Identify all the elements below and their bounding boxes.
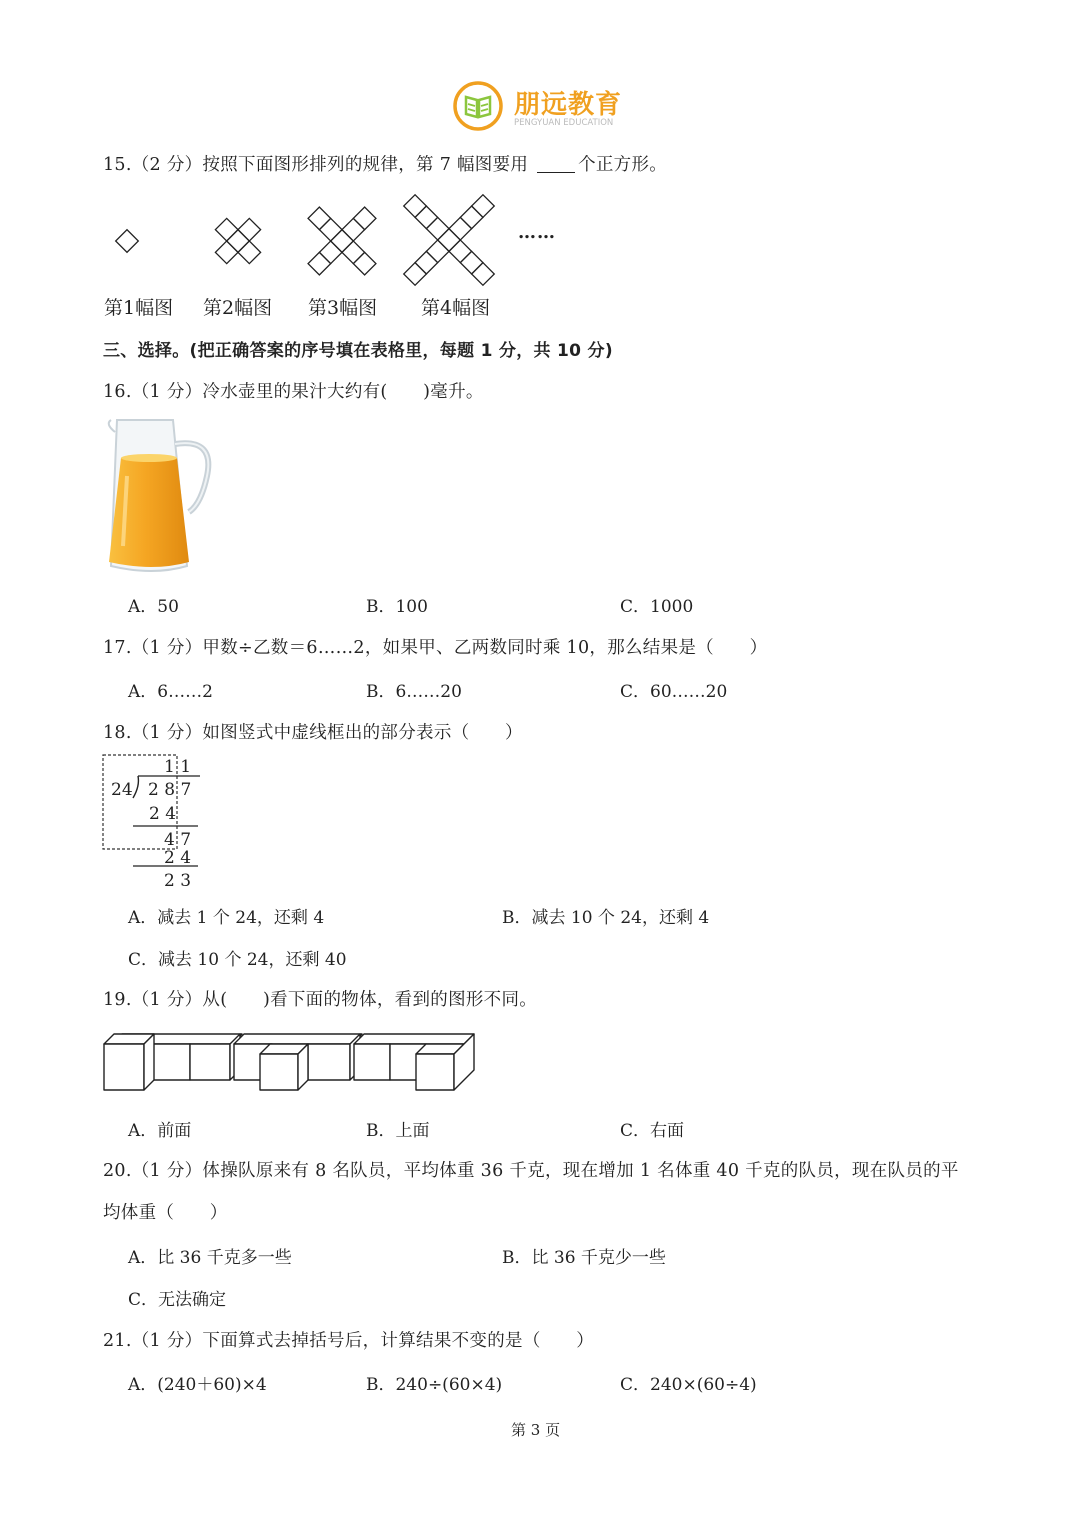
- book-icon: [452, 80, 504, 132]
- answer-blank: [537, 171, 575, 173]
- division-remainder: 2 3: [164, 871, 192, 891]
- cube-object-2: [234, 1034, 362, 1090]
- q19-option-a: A．前面: [128, 1121, 192, 1141]
- question-20-line-2: 均体重（ ）: [103, 1203, 228, 1223]
- cube-objects-figure: [102, 1030, 482, 1094]
- division-divisor: 24: [111, 780, 133, 800]
- square-pattern-figure: [105, 192, 575, 292]
- question-15-suffix: 个正方形。: [578, 155, 668, 175]
- cube-object-3: [354, 1034, 474, 1090]
- division-row-1: 2 4: [149, 804, 177, 824]
- q18-option-c: C．减去 10 个 24，还剩 40: [128, 950, 347, 970]
- q21-option-a: A．(240＋60)×4: [128, 1375, 267, 1395]
- q18-option-a: A．减去 1 个 24，还剩 4: [128, 908, 325, 928]
- q16-option-a: A．50: [128, 597, 179, 617]
- pattern-ellipsis: ……: [518, 222, 556, 243]
- question-16: 16.（1 分）冷水壶里的果汁大约有( )毫升。: [103, 382, 484, 402]
- pattern-caption-4: 第4幅图: [421, 297, 491, 319]
- q19-option-b: B．上面: [366, 1121, 430, 1141]
- question-17: 17.（1 分）甲数÷乙数＝6……2，如果甲、乙两数同时乘 10，那么结果是（ ）: [103, 638, 768, 658]
- q21-option-b: B．240÷(60×4): [366, 1375, 503, 1395]
- pattern-figure-3: [285, 184, 398, 297]
- q17-option-c: C．60……20: [620, 682, 728, 702]
- q16-option-c: C．1000: [620, 597, 694, 617]
- question-15-prefix: 15.（2 分）按照下面图形排列的规律，第 7 幅图要用: [103, 155, 529, 175]
- division-dividend: 2 8 7: [148, 780, 192, 800]
- page-number: 第 3 页: [511, 1421, 561, 1439]
- division-row-3: 2 4: [164, 848, 192, 868]
- q20-option-c: C．无法确定: [128, 1290, 227, 1310]
- pattern-figure-1: [116, 230, 139, 253]
- q21-option-c: C．240×(60÷4): [620, 1375, 757, 1395]
- juice-pitcher-image: [103, 416, 223, 576]
- q20-option-b: B．比 36 千克少一些: [502, 1248, 666, 1268]
- pattern-caption-2: 第2幅图: [203, 297, 273, 319]
- q16-option-b: B．100: [366, 597, 428, 617]
- brand-subtitle: PENGYUAN EDUCATION: [514, 118, 614, 128]
- question-19: 19.（1 分）从( )看下面的物体，看到的图形不同。: [103, 990, 538, 1010]
- cube-object-1: [104, 1034, 242, 1090]
- brand-logo: [452, 80, 642, 136]
- question-20-line-1: 20.（1 分）体操队原来有 8 名队员，平均体重 36 千克，现在增加 1 名体重 40 千克的队员，现在队员的平: [103, 1161, 959, 1181]
- brand-name: 朋远教育: [514, 90, 623, 120]
- section-title: 三、选择。(把正确答案的序号填在表格里，每题 1 分，共 10 分): [103, 341, 613, 361]
- pattern-caption-1: 第1幅图: [104, 297, 174, 319]
- q18-option-b: B．减去 10 个 24，还剩 4: [502, 908, 710, 928]
- q17-option-b: B．6……20: [366, 682, 462, 702]
- division-quotient: 1 1: [164, 757, 192, 777]
- division-row-2: 4 7: [164, 830, 192, 850]
- q19-option-c: C．右面: [620, 1121, 685, 1141]
- question-21: 21.（1 分）下面算式去掉括号后，计算结果不变的是（ ）: [103, 1331, 595, 1351]
- pattern-figure-2: [204, 207, 272, 275]
- q20-option-a: A．比 36 千克多一些: [128, 1248, 292, 1268]
- q17-option-a: A．6……2: [128, 682, 213, 702]
- long-division-figure: [100, 752, 210, 892]
- question-18: 18.（1 分）如图竖式中虚线框出的部分表示（ ）: [103, 723, 523, 743]
- question-15: [103, 151, 667, 176]
- pattern-caption-3: 第3幅图: [308, 297, 378, 319]
